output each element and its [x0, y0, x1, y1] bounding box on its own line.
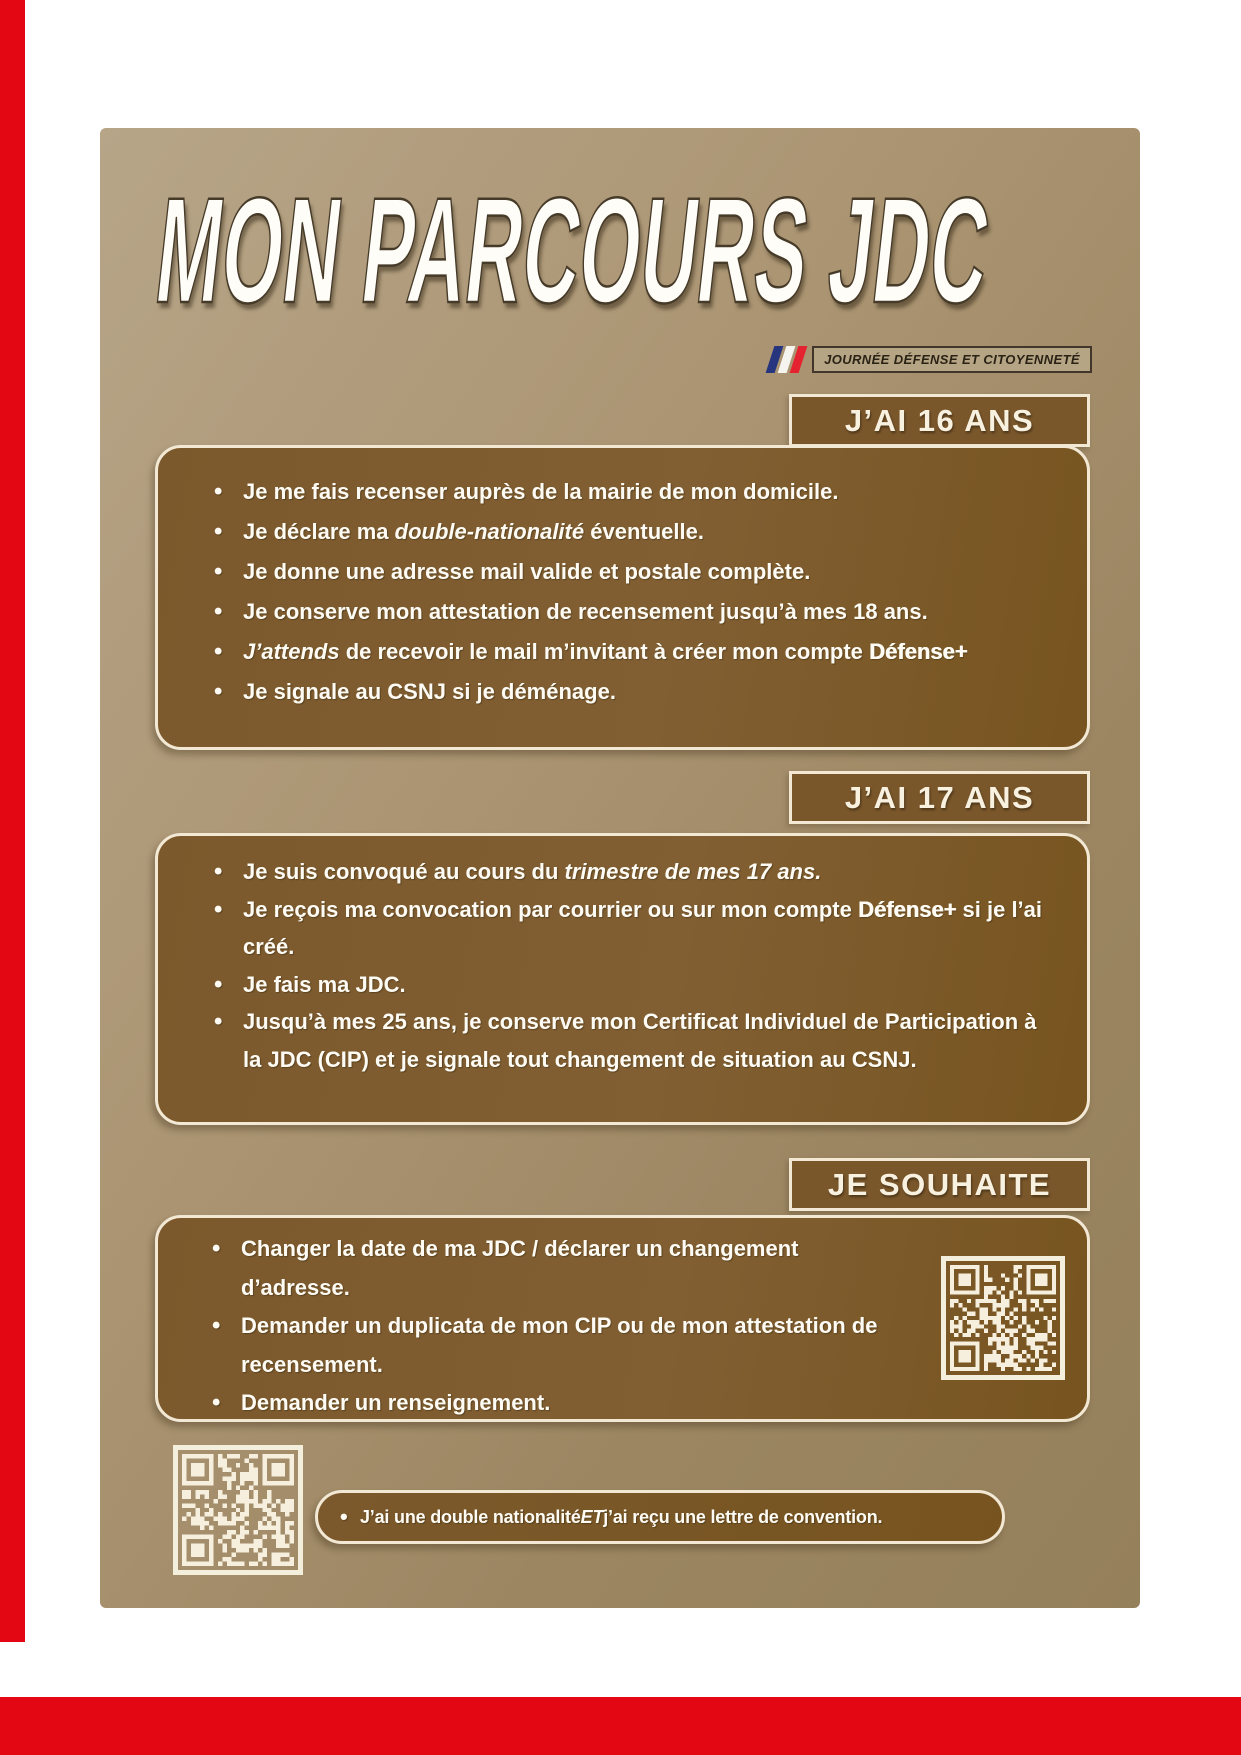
text-segment: double-nationalité [394, 519, 585, 544]
list-item [186, 1230, 901, 1307]
list-item [186, 1384, 901, 1423]
bottom-accent-band [0, 1697, 1241, 1755]
poster-title [148, 165, 1241, 334]
qr-code [941, 1256, 1065, 1380]
list-item [188, 672, 1057, 712]
text-segment: éventuelle. [584, 519, 704, 544]
text-segment: J’attends [243, 639, 340, 664]
text-segment: Défense+ [857, 896, 957, 922]
french-flag-icon [770, 346, 803, 373]
list-item [188, 472, 1057, 512]
text-segment: Je signale au CSNJ si je déménage. [243, 679, 616, 704]
bullet-list-17-ans [188, 853, 1057, 1078]
list-item [188, 512, 1057, 552]
text-segment: de recevoir le mail m’invitant à créer mon compte [339, 639, 870, 664]
text-segment: j’ai reçu une lettre de convention. [603, 1506, 883, 1527]
text-segment: • J’ai une double nationalité [360, 1506, 581, 1527]
bullet-list-je-souhaite [186, 1230, 1059, 1423]
section-header-17-ans: J’AI 17 ANS [789, 771, 1090, 824]
double-nationality-note [315, 1490, 1005, 1544]
text-segment: trimestre de mes 17 ans. [564, 859, 822, 884]
text-segment: Je conserve mon attestation de recensement jusqu’à mes 18 ans. [243, 599, 928, 624]
list-item [186, 1307, 901, 1384]
text-segment: Je reçois ma convocation par courrier ou sur mon compte [243, 896, 858, 922]
section-box-17-ans [155, 833, 1090, 1125]
text-segment: Défense+ [869, 639, 968, 664]
section-header-16-ans: J’AI 16 ANS [789, 394, 1090, 447]
text-segment: Je suis convoqué au cours du [243, 859, 565, 884]
text-segment: Demander un renseignement. [241, 1390, 551, 1415]
list-item [188, 966, 1057, 1004]
text-segment: Jusqu’à mes 25 ans, je conserve mon Certificat Individuel de Participation à la JDC (CIP) et je signale tout changement de situation au CSNJ. [243, 1009, 1037, 1072]
list-item [188, 632, 1057, 672]
bullet-list-16-ans [188, 472, 1057, 712]
qr-code [173, 1445, 303, 1575]
list-item [188, 1003, 1057, 1078]
text-segment: Je donne une adresse mail valide et postale complète. [243, 559, 811, 584]
poster-title-text: MON PARCOURS JDC [148, 165, 998, 334]
text-segment: Changer la date de ma JDC / déclarer un changement d’adresse. [241, 1236, 799, 1300]
section-box-16-ans [155, 445, 1090, 750]
section-header-je-souhaite: JE SOUHAITE [789, 1158, 1090, 1211]
text-segment: ET [580, 1506, 604, 1527]
text-segment: Je fais ma JDC. [243, 971, 406, 997]
list-item [188, 891, 1057, 966]
text-segment: Je déclare ma [243, 519, 395, 544]
list-item [188, 853, 1057, 891]
poster-card [100, 128, 1140, 1608]
section-box-je-souhaite [155, 1215, 1090, 1422]
list-item [188, 592, 1057, 632]
text-segment: Demander un duplicata de mon CIP ou de mon attestation de recensement. [241, 1313, 878, 1377]
jdc-badge [770, 344, 1092, 374]
left-accent-bar [0, 0, 25, 1642]
badge-label: JOURNÉE DÉFENSE ET CITOYENNETÉ [812, 346, 1092, 373]
text-segment: si je l’ai créé. [243, 896, 1043, 959]
text-segment: Je me fais recenser auprès de la mairie de mon domicile. [243, 479, 839, 504]
list-item [188, 552, 1057, 592]
